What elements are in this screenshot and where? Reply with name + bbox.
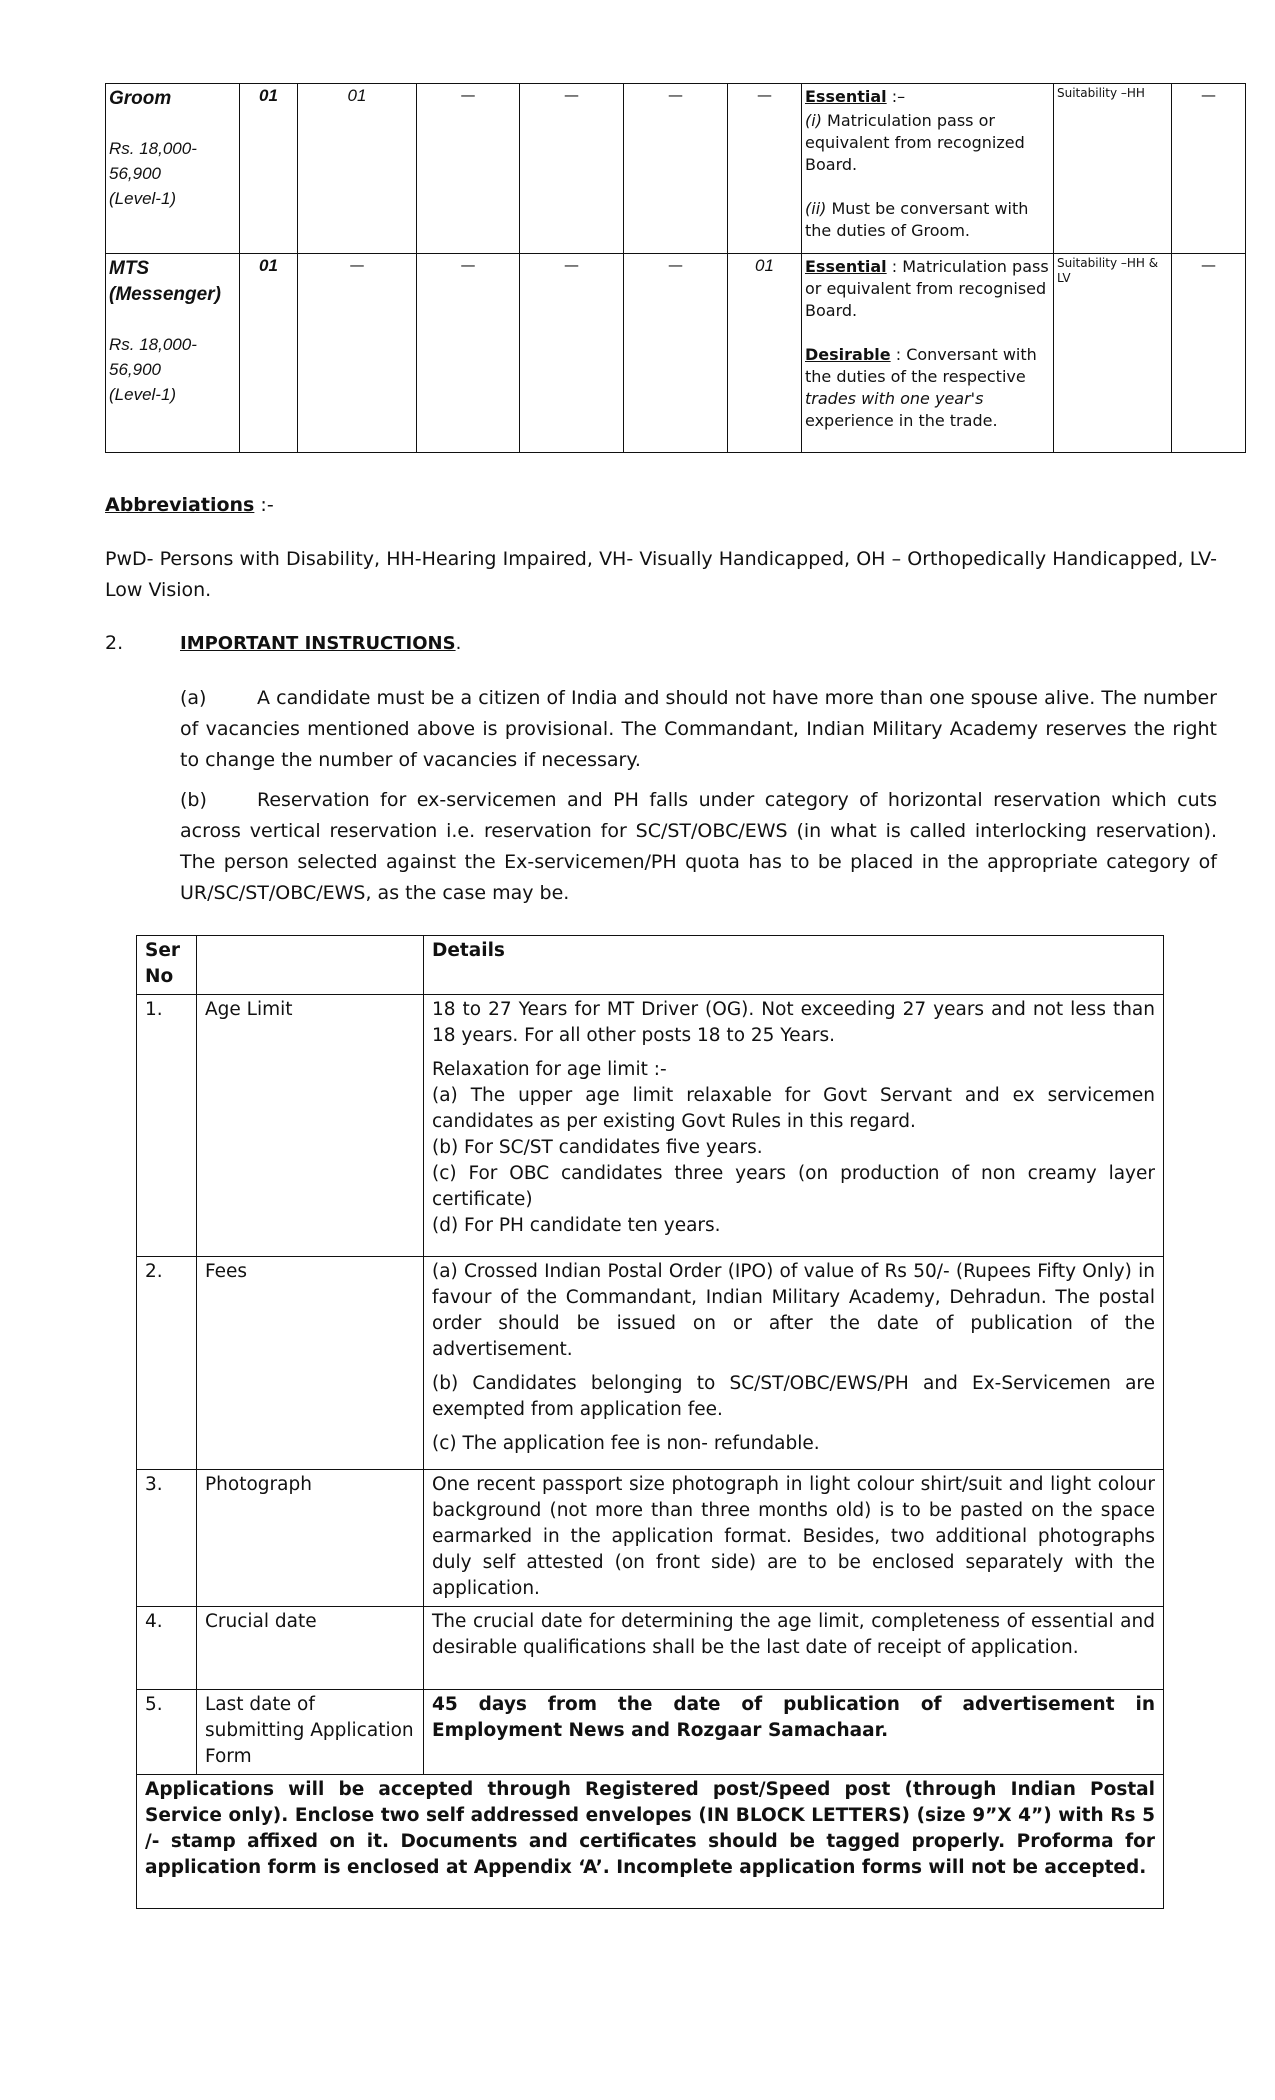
instruction-label: (a) <box>180 687 207 709</box>
ser-no: 3. <box>137 1470 197 1607</box>
header-ser-no: Ser No <box>137 936 197 995</box>
item-marker: (ii) <box>805 199 827 218</box>
relaxation-item: (a) The upper age limit relaxable for Govt Servant and ex servicemen candidates as per existing Govt Rules in this regard. <box>432 1085 1155 1132</box>
instructions-heading <box>180 628 780 659</box>
pay-line: (Level-1) <box>109 189 177 208</box>
details-cell <box>424 995 1164 1257</box>
details-cell: One recent passport size photograph in light colour shirt/suit and light colour background (not more than three months old) is to be pasted on the space earmarked in the application format. Besides, two additional photographs duly self attested (on front side) are to be enclosed separately with the application. <box>424 1470 1164 1607</box>
relaxation-item: (b) For SC/ST candidates five years. <box>432 1137 763 1158</box>
instructions-number: 2. <box>105 632 124 654</box>
header-details: Details <box>424 936 1164 995</box>
post-pay-scale <box>109 136 236 211</box>
item-name: Last date of submitting Application Form <box>197 1690 424 1775</box>
abbreviations-suffix: :- <box>254 494 274 516</box>
essential-text <box>805 256 1050 322</box>
sc-vacancies: — <box>417 254 520 453</box>
pay-line: Rs. 18,000- <box>109 335 197 354</box>
item-name: Fees <box>197 1257 424 1470</box>
ews-vacancies: 01 <box>728 254 802 453</box>
abbreviations-title: Abbreviations <box>105 494 255 516</box>
essential-label: Essential <box>805 257 887 276</box>
vacancy-row-groom <box>106 84 1246 254</box>
header-item <box>197 936 424 995</box>
post-cell <box>106 254 240 453</box>
obc-vacancies: — <box>624 254 728 453</box>
ser-no: 2. <box>137 1257 197 1470</box>
item-name: Crucial date <box>197 1607 424 1690</box>
essential-suffix: :– <box>886 87 906 106</box>
details-para: (b) Candidates belonging to SC/ST/OBC/EWS/PH and Ex-Servicemen are exempted from application fee. <box>432 1373 1155 1420</box>
item-marker: (i) <box>805 111 822 130</box>
relaxation-item: (c) For OBC candidates three years (on production of non creamy layer certificate) <box>432 1163 1155 1210</box>
item-text: Must be conversant with the duties of Groom. <box>805 199 1029 240</box>
qualification-cell <box>802 254 1054 453</box>
details-para: 18 to 27 Years for MT Driver (OG). Not exceeding 27 years and not less than 18 years. For all other posts 18 to 25 Years. <box>432 999 1155 1046</box>
qualification-item <box>805 198 1050 242</box>
essential-heading <box>805 86 1050 108</box>
desirable-italic: trades with one year's <box>805 389 984 408</box>
pay-line: Rs. 18,000- <box>109 139 197 158</box>
pay-line: (Level-1) <box>109 385 177 404</box>
instruction-text: Reservation for ex-servicemen and PH falls under category of horizontal reservation which cuts across vertical reservation i.e. reservation for SC/ST/OBC/EWS (in what is called interlocking reservation). The person selected against the Ex-servicemen/PH quota has to be placed in the appropriate category of UR/SC/ST/OBC/EWS, as the case may be. <box>180 789 1217 904</box>
item-name: Age Limit <box>197 995 424 1257</box>
relaxation-item: (d) For PH candidate ten years. <box>432 1215 721 1236</box>
instruction-item-b <box>180 785 1217 909</box>
pwd-suitability: Suitability –HH & LV <box>1054 254 1172 453</box>
item-name: Photograph <box>197 1470 424 1607</box>
details-row <box>137 1607 1164 1690</box>
pwd-suitability: Suitability –HH <box>1054 84 1172 254</box>
obc-vacancies: — <box>624 84 728 254</box>
details-row <box>137 995 1164 1257</box>
instruction-text: A candidate must be a citizen of India and should not have more than one spouse alive. The number of vacancies mentioned above is provisional. The Commandant, Indian Military Academy reserves the right to change the number of vacancies if necessary. <box>180 687 1217 771</box>
details-footer-row <box>137 1775 1164 1909</box>
details-para: (a) Crossed Indian Postal Order (IPO) of value of Rs 50/- (Rupees Fifty Only) in favour of the Commandant, Indian Military Academy, Dehradun. The postal order should be issued on or after the date of publication of the advertisement. <box>432 1261 1155 1360</box>
post-name: MTS (Messenger) <box>109 258 221 305</box>
ser-no: 1. <box>137 995 197 1257</box>
vacancy-table <box>105 83 1246 453</box>
desirable-tail: experience in the trade. <box>805 411 998 430</box>
remarks: — <box>1172 84 1246 254</box>
abbreviations-heading <box>105 490 1217 521</box>
abbreviations-text: PwD- Persons with Disability, HH-Hearing Impaired, VH- Visually Handicapped, OH – Orthopedically Handicapped, LV-Low Vision. <box>105 548 1217 601</box>
details-row <box>137 1470 1164 1607</box>
remarks: — <box>1172 254 1246 453</box>
ser-no: 5. <box>137 1690 197 1775</box>
ur-vacancies: 01 <box>298 84 417 254</box>
ur-vacancies: — <box>298 254 417 453</box>
sc-vacancies: — <box>417 84 520 254</box>
qualification-cell <box>802 84 1054 254</box>
essential-body: : Matriculation pass or equivalent from recognised Board. <box>805 257 1049 320</box>
post-pay-scale <box>109 332 236 407</box>
instruction-label: (b) <box>180 789 207 811</box>
instructions-suffix: . <box>455 633 462 654</box>
details-cell <box>424 1257 1164 1470</box>
details-row <box>137 1257 1164 1470</box>
desirable-body: : Conversant with the duties of the respective <box>805 345 1037 386</box>
desirable-label: Desirable <box>805 345 891 364</box>
post-cell <box>106 84 240 254</box>
pay-line: 56,900 <box>109 360 161 379</box>
ser-no: 4. <box>137 1607 197 1690</box>
post-name: Groom <box>109 88 172 109</box>
total-vacancies: 01 <box>240 254 298 453</box>
vacancy-row-mts <box>106 254 1246 453</box>
details-cell: The crucial date for determining the age limit, completeness of essential and desirable qualifications shall be the last date of receipt of application. <box>424 1607 1164 1690</box>
application-notice: Applications will be accepted through Registered post/Speed post (through Indian Postal Service only). Enclose two self addressed envelopes (IN BLOCK LETTERS) (size 9”X 4”) with Rs 5 /- stamp affixed on it. Documents and certificates should be tagged properly. Proforma for application form is enclosed at Appendix ‘A’. Incomplete application forms will not be accepted. <box>137 1775 1164 1909</box>
details-cell: 45 days from the date of publication of advertisement in Employment News and Rozgaar Samachaar. <box>424 1690 1164 1775</box>
item-text: Matriculation pass or equivalent from recognized Board. <box>805 111 1025 174</box>
st-vacancies: — <box>520 254 624 453</box>
instructions-title: IMPORTANT INSTRUCTIONS <box>180 633 456 654</box>
details-header-row <box>137 936 1164 995</box>
relaxation-title: Relaxation for age limit :- <box>432 1059 667 1080</box>
st-vacancies: — <box>520 84 624 254</box>
desirable-text <box>805 344 1050 432</box>
ews-vacancies: — <box>728 84 802 254</box>
details-table <box>136 935 1164 1909</box>
instruction-item-a <box>180 683 1217 776</box>
pay-line: 56,900 <box>109 164 161 183</box>
qualification-item <box>805 110 1050 176</box>
details-para: (c) The application fee is non- refundable. <box>432 1433 820 1454</box>
essential-label: Essential <box>805 87 887 106</box>
total-vacancies: 01 <box>240 84 298 254</box>
details-row <box>137 1690 1164 1775</box>
